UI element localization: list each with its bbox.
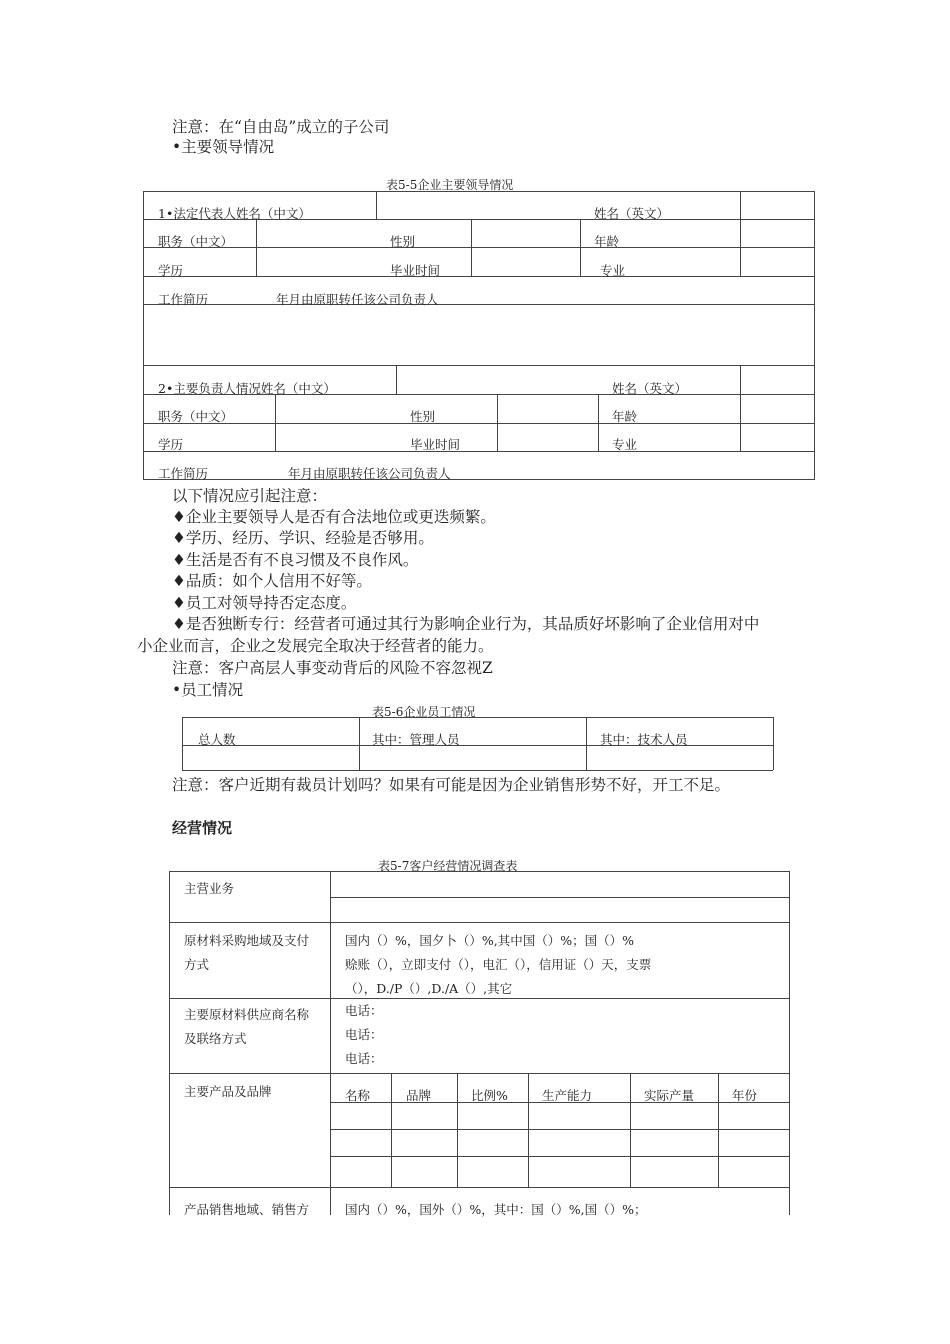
table57-caption: 表5-7客户经营情况调查表 (378, 859, 518, 873)
table56-caption: 表5-6企业员工情况 (372, 705, 476, 719)
p2-resume-label: 工作简历 (158, 466, 209, 481)
material-line: 国内（）%，国夕卜（）%,其中国（）%；国（）% (345, 933, 634, 948)
section-operations-heading: 经营情况 (172, 819, 233, 837)
attention-item: ♦学历、经历、学识、经验是否够用。 (172, 529, 434, 547)
supplier-phone: 电话： (345, 1051, 383, 1066)
col-total-header: 总人数 (198, 732, 236, 747)
p2-education-label: 学历 (158, 437, 184, 452)
row-products-label: 主要产品及品牌 (184, 1084, 272, 1099)
attention-item: ♦企业主要领导人是否有合法地位或更迭频繁。 (172, 508, 496, 526)
p2-resume-text: 年月由原职转任该公司负责人 (288, 466, 451, 481)
col-tech-header: 其中：技术人员 (600, 732, 688, 747)
p2-gender-label: 性别 (410, 409, 436, 424)
p1-major-label: 专业 (600, 263, 626, 278)
row-supplier-label: 主要原材料供应商名称 (184, 1007, 310, 1022)
attention-item: ♦品质：如个人信用不好等。 (172, 572, 372, 590)
note-layoff: 注意：客户近期有裁员计划吗？如果有可能是因为企业销售形势不好，开工不足。 (172, 776, 731, 794)
p2-age-label: 年龄 (612, 409, 638, 424)
attention-item: ♦员工对领导持否定态度。 (172, 594, 357, 612)
p1-name-en-label: 姓名（英文） (594, 206, 670, 221)
note-risk: 注意：客户高层人事变动背后的风险不容忽视Z (172, 659, 493, 677)
row-material-label-2: 方式 (184, 957, 210, 972)
product-header-output: 实际产量 (644, 1088, 695, 1103)
p1-education-label: 学历 (158, 263, 184, 278)
row-sales-label: 产品销售地域、销售方 (184, 1202, 310, 1217)
material-line: 赊账（），立即支付（），电汇（），信用证（）天，支票 (345, 957, 652, 972)
p1-resume-label: 工作简历 (158, 292, 209, 307)
section-staff-heading: •员工情况 (172, 681, 244, 699)
product-header-name: 名称 (345, 1088, 371, 1103)
p1-gender-label: 性别 (390, 234, 416, 249)
p2-major-label: 专业 (612, 437, 638, 452)
p1-resume-text: 年月由原职转任该公司负责人 (276, 292, 439, 307)
p2-position-label: 职务（中文） (158, 409, 234, 424)
attention-heading: 以下情况应引起注意： (172, 487, 328, 505)
product-header-capacity: 生产能力 (542, 1088, 593, 1103)
product-header-brand: 品牌 (406, 1088, 432, 1103)
p1-grad-time-label: 毕业时间 (390, 263, 441, 278)
section-leaders-heading: •主要领导情况 (172, 138, 275, 156)
product-header-ratio: 比例% (471, 1088, 508, 1103)
table55-caption: 表5-5企业主要领导情况 (386, 178, 514, 192)
supplier-phone: 电话： (345, 1003, 383, 1018)
attention-item: ♦生活是否有不良习惯及不良作风。 (172, 551, 419, 569)
supplier-phone: 电话： (345, 1027, 383, 1042)
p2-name-en-label: 姓名（英文） (612, 381, 688, 396)
product-header-year: 年份 (732, 1088, 758, 1103)
col-mgmt-header: 其中：管理人员 (372, 732, 460, 747)
material-line: （），D./P（）,D./A（）,其它 (345, 981, 513, 996)
row-supplier-label-2: 及联络方式 (184, 1031, 247, 1046)
note-subsidiary: 注意：在“自由岛”成立的子公司 (172, 118, 390, 136)
p1-name-cn-label: 1•法定代表人姓名（中文） (158, 206, 311, 221)
p2-name-cn-label: 2•主要负责人情况姓名（中文） (158, 381, 336, 396)
row-material-label: 原材料采购地域及支付 (184, 933, 310, 948)
sales-line: 国内（）%，国外（）%，其中：国（）%,国（）%； (345, 1202, 647, 1217)
p1-position-label: 职务（中文） (158, 234, 234, 249)
row-main-business-label: 主营业务 (184, 881, 235, 896)
attention-item: ♦是否独断专行：经营者可通过其行为影响企业行为，其品质好坏影响了企业信用对中 (172, 615, 760, 633)
p2-grad-time-label: 毕业时间 (410, 437, 461, 452)
p1-age-label: 年龄 (594, 234, 620, 249)
attention-continuation: 小企业而言，企业之发展完全取决于经营者的能力。 (137, 637, 494, 655)
